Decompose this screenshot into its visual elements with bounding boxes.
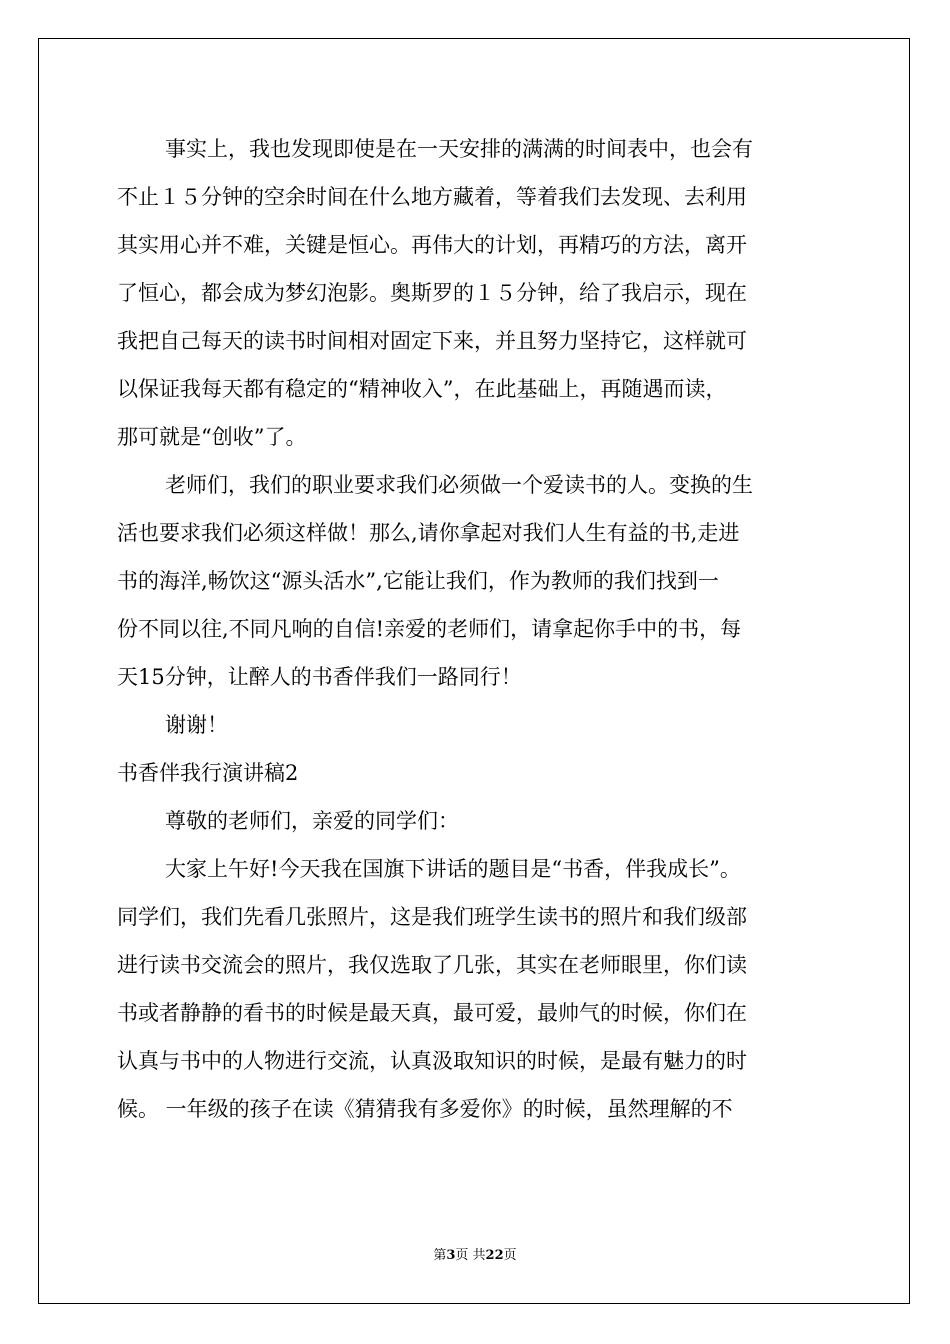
text-line: 那可就是“创收”了。 (117, 425, 307, 449)
text-line: 天15分钟，让醉人的书香伴我们一路同行！ (117, 665, 522, 689)
text-line: 其实用心并不难，关键是恒心。再伟大的计划，再精巧的方法，离开 (117, 233, 747, 257)
text-line: 以保证我每天都有稳定的“精神收入”，在此基础上，再随遇而读， (117, 377, 727, 401)
document-body (117, 125, 847, 1133)
text-line: 份不同以往,不同凡响的自信!亲爱的老师们，请拿起你手中的书，每 (117, 617, 742, 641)
text-line: 候。 一年级的孩子在读《猜猜我有多爱你》的时候，虽然理解的不 (117, 1097, 733, 1121)
section-heading: 书香伴我行演讲稿2 (117, 761, 299, 785)
text-line: 大家上午好!今天我在国旗下讲话的题目是“书香，伴我成长”。 (165, 857, 741, 881)
text-line: 同学们，我们先看几张照片，这是我们班学生读书的照片和我们级部 (117, 905, 747, 929)
text-line: 不止１５分钟的空余时间在什么地方藏着，等着我们去发现、去利用 (117, 185, 747, 209)
text-line: 进行读书交流会的照片，我仅选取了几张，其实在老师眼里，你们读 (117, 953, 747, 977)
text-line: 书的海洋,畅饮这“源头活水”,它能让我们，作为教师的我们找到一 (117, 569, 719, 593)
text-line: 认真与书中的人物进行交流，认真汲取知识的时候，是最有魅力的时 (117, 1049, 747, 1073)
page-footer (0, 1247, 950, 1265)
text-line: 书或者静静的看书的时候是最天真，最可爱，最帅气的时候，你们在 (117, 1001, 747, 1025)
footer-prefix: 第 (433, 1248, 447, 1263)
text-line: 事实上，我也发现即使是在一天安排的满满的时间表中，也会有 (165, 137, 753, 161)
footer-mid: 页 共 (455, 1248, 486, 1263)
text-line: 老师们，我们的职业要求我们必须做一个爱读书的人。变换的生 (165, 473, 753, 497)
text-line: 谢谢！ (165, 713, 228, 737)
current-page-number: 3 (446, 1248, 456, 1263)
text-line: 了恒心，都会成为梦幻泡影。奥斯罗的１５分钟，给了我启示，现在 (117, 281, 747, 305)
text-line: 我把自己每天的读书时间相对固定下来，并且努力坚持它，这样就可 (117, 329, 747, 353)
total-page-count: 22 (485, 1248, 504, 1263)
footer-suffix: 页 (503, 1248, 517, 1263)
text-line: 活也要求我们必须这样做！那么,请你拿起对我们人生有益的书,走进 (117, 521, 740, 545)
text-line: 尊敬的老师们，亲爱的同学们： (165, 809, 459, 833)
